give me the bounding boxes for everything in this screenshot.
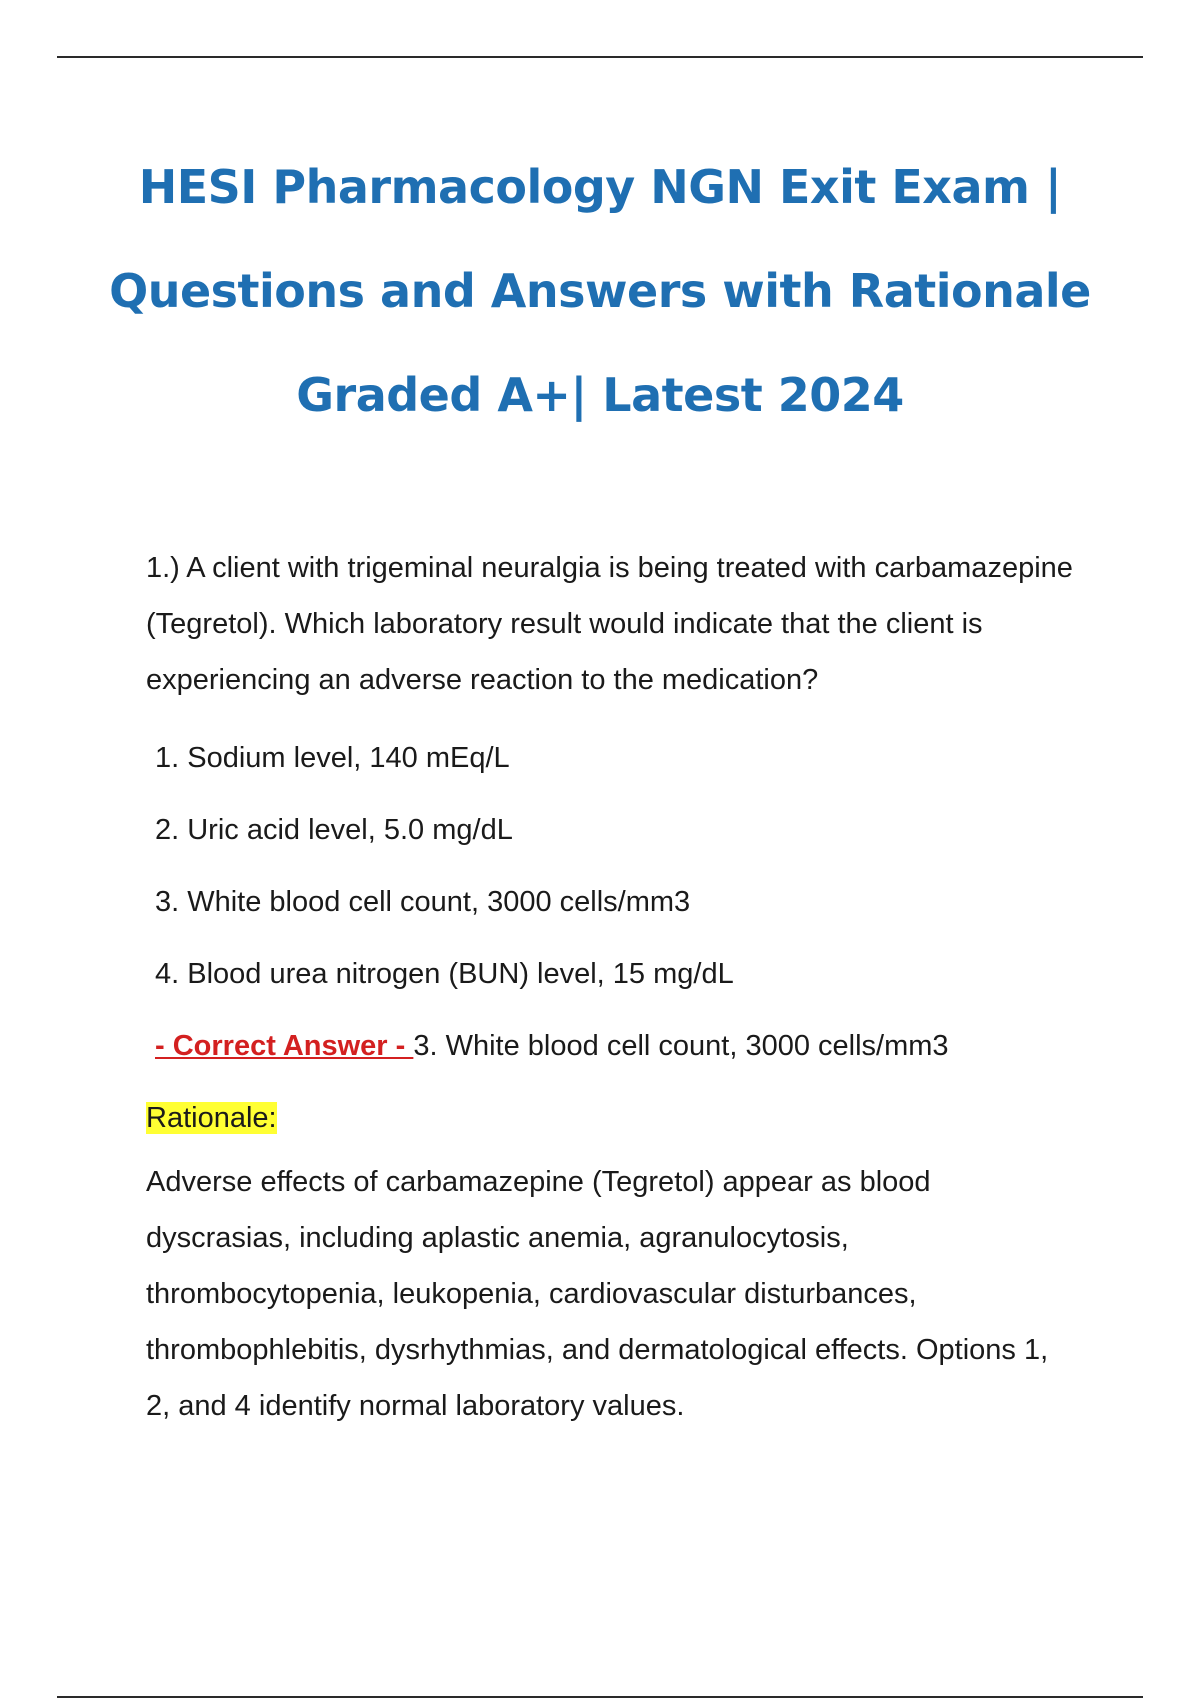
correct-answer bbox=[146, 1010, 1076, 1082]
question-block bbox=[146, 540, 1076, 1434]
option-1: 1. Sodium level, 140 mEq/L bbox=[155, 742, 510, 774]
question-prompt: 1.) A client with trigeminal neuralgia is being treated with carbamazepine (Tegretol). Which laboratory result would indicate that the client is experiencing an adverse reaction to the medication? bbox=[146, 552, 1073, 696]
bottom-divider bbox=[57, 1696, 1143, 1698]
option-2: 2. Uric acid level, 5.0 mg/dL bbox=[155, 814, 513, 846]
rationale-text: Adverse effects of carbamazepine (Tegretol) appear as blood dyscrasias, including aplastic anemia, agranulocytosis, thrombocytopenia, leukopenia, cardiovascular disturbances, thrombophlebitis, dysrhythmias, and dermatological effects. Options 1, 2, and 4 identify normal laboratory values. bbox=[146, 1166, 1049, 1422]
title-line-2: Questions and Answers with Rationale bbox=[109, 264, 1091, 318]
rationale-label: Rationale: bbox=[146, 1102, 277, 1134]
option-3: 3. White blood cell count, 3000 cells/mm3 bbox=[155, 886, 691, 918]
correct-answer-label: - Correct Answer - bbox=[155, 1030, 414, 1062]
document-title bbox=[57, 135, 1143, 447]
option-4: 4. Blood urea nitrogen (BUN) level, 15 mg/dL bbox=[155, 958, 734, 990]
top-divider bbox=[57, 56, 1143, 58]
title-line-3: Graded A+| Latest 2024 bbox=[296, 368, 904, 422]
rationale-heading bbox=[146, 1082, 1076, 1154]
answer-options bbox=[146, 722, 1076, 1010]
correct-answer-text: 3. White blood cell count, 3000 cells/mm3 bbox=[413, 1030, 949, 1062]
title-line-1: HESI Pharmacology NGN Exit Exam | bbox=[138, 160, 1062, 214]
